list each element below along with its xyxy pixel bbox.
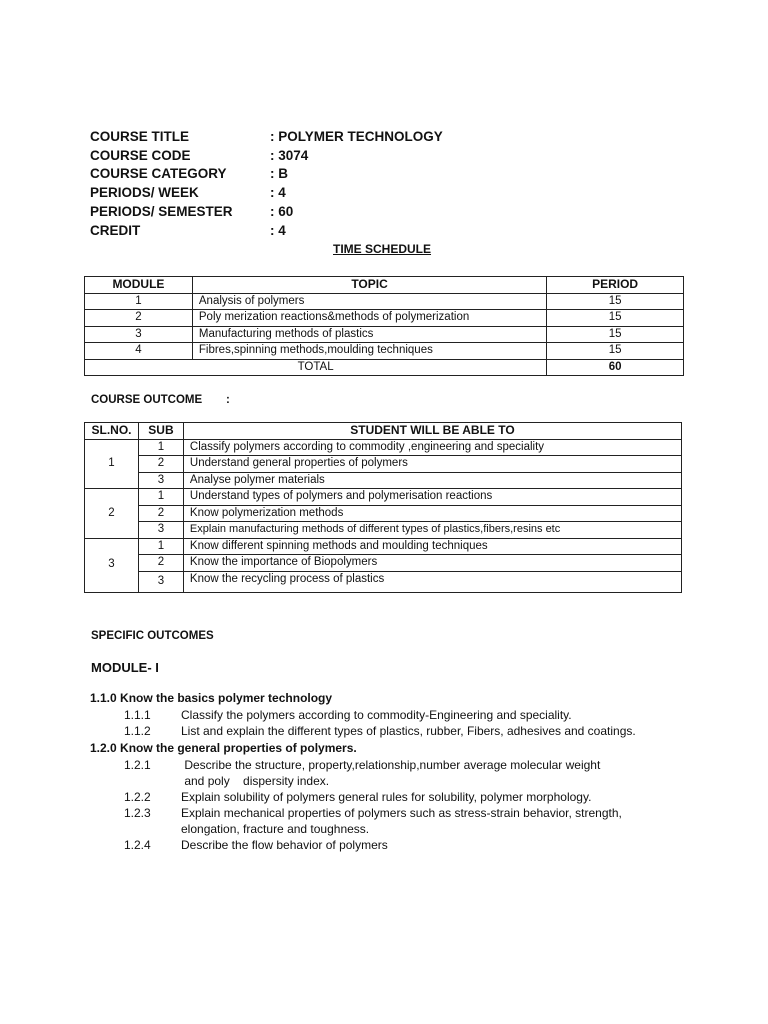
- module-cell: 2: [85, 310, 193, 327]
- sub-cell: 3: [138, 522, 183, 539]
- sub-cell: 1: [138, 439, 183, 456]
- course-category-label: COURSE CATEGORY: [90, 166, 227, 181]
- credit-label: CREDIT: [90, 223, 141, 238]
- course-code-label: COURSE CODE: [90, 148, 191, 163]
- table-row: [85, 456, 682, 473]
- item-text: List and explain the different types of plastics, rubber, Fibers, adhesives and coatings.: [181, 724, 636, 738]
- column-header-period: PERIOD: [547, 277, 684, 294]
- period-cell: 15: [547, 293, 684, 310]
- table-row: [85, 439, 682, 456]
- table-row: [85, 571, 682, 592]
- item-text-continued: elongation, fracture and toughness.: [181, 822, 370, 836]
- period-cell: 15: [547, 326, 684, 343]
- item-number: 1.2.3: [124, 806, 151, 820]
- column-header-topic: TOPIC: [192, 277, 546, 294]
- outcome-cell: Analyse polymer materials: [183, 472, 681, 489]
- topic-cell: Analysis of polymers: [192, 293, 546, 310]
- topic-cell: Manufacturing methods of plastics: [192, 326, 546, 343]
- item-text: Describe the flow behavior of polymers: [181, 838, 388, 852]
- table-row: [85, 326, 684, 343]
- periods-semester-label: PERIODS/ SEMESTER: [90, 204, 233, 219]
- outcome-cell: Know the importance of Biopolymers: [183, 555, 681, 572]
- column-header-sub: SUB: [138, 423, 183, 440]
- course-outcome-table: [84, 422, 682, 593]
- periods-week-value: : 4: [270, 185, 286, 200]
- item-text: Explain mechanical properties of polymers such as stress-strain behavior, strength,: [181, 806, 622, 820]
- sub-cell: 2: [138, 505, 183, 522]
- topic-cell: Fibres,spinning methods,moulding techniques: [192, 343, 546, 360]
- total-row: [85, 359, 684, 376]
- column-header-outcome: STUDENT WILL BE ABLE TO: [183, 423, 681, 440]
- course-code-value: : 3074: [270, 148, 309, 163]
- outcome-cell: Understand general properties of polymers: [183, 456, 681, 473]
- outcome-cell: Know polymerization methods: [183, 505, 681, 522]
- item-number: 1.1.2: [124, 724, 151, 738]
- course-outcome-heading: COURSE OUTCOME: [91, 394, 203, 406]
- outcome-cell: Know different spinning methods and moulding techniques: [183, 538, 681, 555]
- column-header-module: MODULE: [85, 277, 193, 294]
- table-row: [85, 343, 684, 360]
- periods-week-label: PERIODS/ WEEK: [90, 185, 199, 200]
- table-header-row: [85, 423, 682, 440]
- module-cell: 3: [85, 326, 193, 343]
- module-title: MODULE- I: [91, 660, 159, 675]
- table-row: [85, 538, 682, 555]
- module-cell: 4: [85, 343, 193, 360]
- table-row: [85, 505, 682, 522]
- module-cell: 1: [85, 293, 193, 310]
- sub-cell: 2: [138, 456, 183, 473]
- table-row: [85, 293, 684, 310]
- item-number: 1.2.2: [124, 790, 151, 804]
- total-value: 60: [547, 359, 684, 376]
- item-number: 1.1.1: [124, 708, 151, 722]
- sl-cell: 1: [85, 439, 139, 489]
- specific-outcomes-heading: SPECIFIC OUTCOMES: [91, 630, 214, 642]
- period-cell: 15: [547, 310, 684, 327]
- item-text: Describe the structure, property,relationship,number average molecular weight: [181, 758, 601, 772]
- item-text: Classify the polymers according to commodity-Engineering and speciality.: [181, 708, 572, 722]
- course-title-label: COURSE TITLE: [90, 129, 190, 144]
- time-schedule-table: [84, 276, 684, 376]
- table-row: [85, 310, 684, 327]
- section-heading: 1.1.0 Know the basics polymer technology: [90, 691, 333, 705]
- sl-cell: 3: [85, 538, 139, 592]
- time-schedule-heading: TIME SCHEDULE: [333, 242, 432, 256]
- sub-cell: 1: [138, 538, 183, 555]
- outcome-cell: Classify polymers according to commodity ,engineering and speciality: [183, 439, 681, 456]
- course-category-value: : B: [270, 166, 288, 181]
- sub-cell: 3: [138, 472, 183, 489]
- table-row: [85, 472, 682, 489]
- column-header-slno: SL.NO.: [85, 423, 139, 440]
- item-text-continued: and poly dispersity index.: [181, 774, 330, 788]
- table-row: [85, 522, 682, 539]
- section-heading: 1.2.0 Know the general properties of polymers.: [90, 741, 357, 755]
- table-row: [85, 555, 682, 572]
- item-number: 1.2.4: [124, 838, 151, 852]
- sub-cell: 1: [138, 489, 183, 506]
- outcome-cell: Explain manufacturing methods of different types of plastics,fibers,resins etc: [183, 522, 681, 539]
- course-title-value: : POLYMER TECHNOLOGY: [270, 129, 443, 144]
- total-label: TOTAL: [85, 359, 547, 376]
- outcome-cell: Know the recycling process of plastics: [183, 571, 681, 592]
- item-text: Explain solubility of polymers general rules for solubility, polymer morphology.: [181, 790, 592, 804]
- topic-cell: Poly merization reactions&methods of polymerization: [192, 310, 546, 327]
- table-row: [85, 489, 682, 506]
- periods-semester-value: : 60: [270, 204, 294, 219]
- sub-cell: 3: [138, 571, 183, 592]
- course-outcome-colon: :: [226, 394, 230, 406]
- sub-cell: 2: [138, 555, 183, 572]
- outcome-cell: Understand types of polymers and polymerisation reactions: [183, 489, 681, 506]
- period-cell: 15: [547, 343, 684, 360]
- table-header-row: [85, 277, 684, 294]
- sl-cell: 2: [85, 489, 139, 539]
- item-number: 1.2.1: [124, 758, 151, 772]
- credit-value: : 4: [270, 223, 286, 238]
